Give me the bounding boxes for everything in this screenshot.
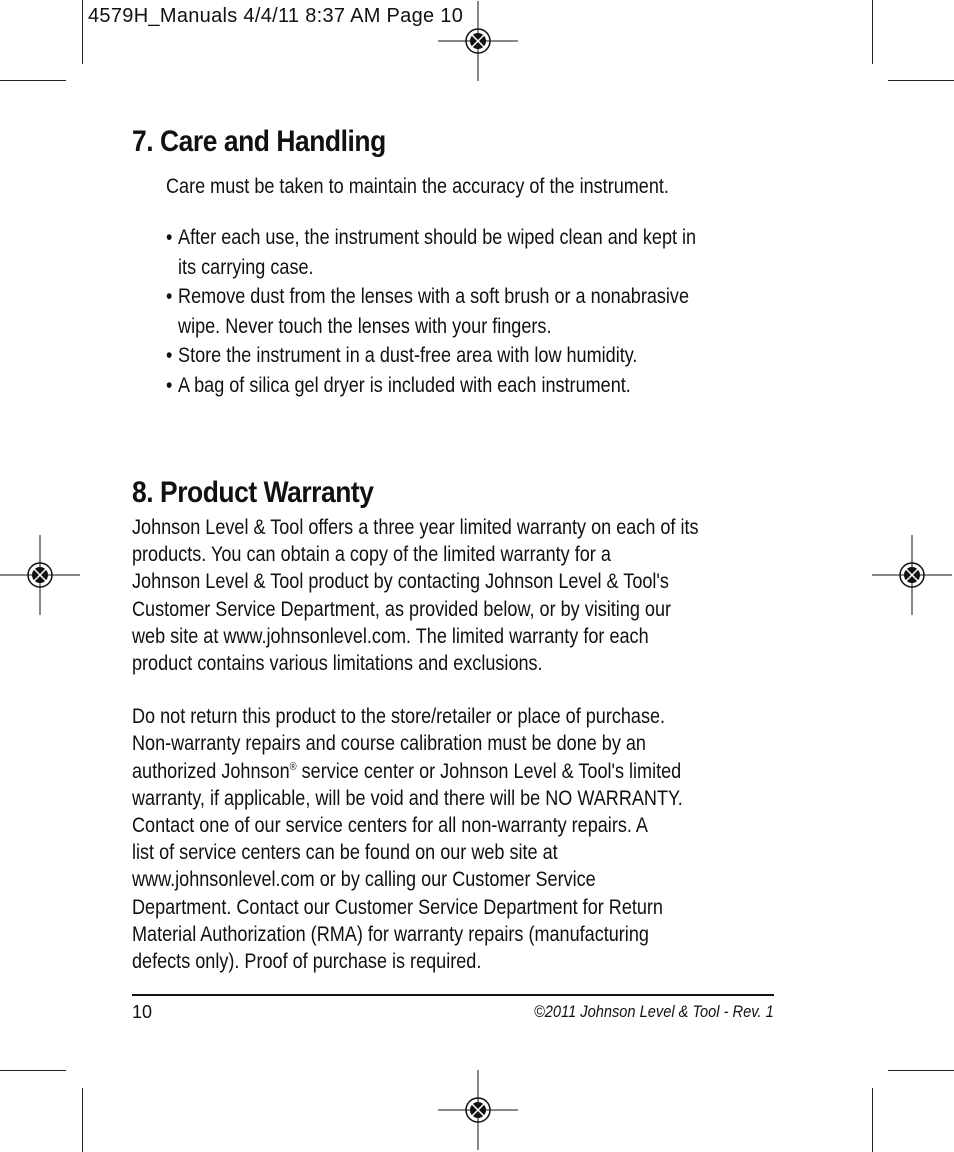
- paragraph-line: Do not return this product to the store/retailer or place of purchase.: [132, 705, 666, 729]
- crop-mark: [888, 1070, 954, 1071]
- list-item: [166, 223, 697, 282]
- paragraph-line: warranty, if applicable, will be void and there will be NO WARRANTY.: [132, 786, 683, 810]
- crop-mark: [82, 0, 83, 64]
- registration-mark-icon: [872, 535, 952, 615]
- crop-mark: [872, 1088, 873, 1152]
- list-item-text: Remove dust from the lenses with a soft brush or a nonabrasive: [178, 285, 690, 308]
- list-item: [166, 371, 691, 401]
- section-title-warranty: 8. Product Warranty: [132, 476, 374, 509]
- paragraph-line: Material Authorization (RMA) for warranty repairs (manufacturing: [132, 922, 649, 946]
- warranty-section: [132, 476, 777, 975]
- page-content: [132, 125, 777, 975]
- paragraph-line: Department. Contact our Customer Service Department for Return: [132, 895, 663, 919]
- paragraph-line: Customer Service Department, as provided below, or by visiting our: [132, 597, 672, 621]
- paragraph-line: defects only). Proof of purchase is required.: [132, 950, 482, 974]
- crop-mark: [82, 1088, 83, 1152]
- registered-mark: ®: [289, 760, 297, 773]
- footer-copyright: ©2011 Johnson Level & Tool - Rev. 1: [534, 1002, 774, 1021]
- list-item: [166, 341, 691, 371]
- section-title-care: 7. Care and Handling: [132, 125, 386, 158]
- bullet-icon: •: [166, 344, 173, 367]
- paragraph-line: web site at www.johnsonlevel.com. The limited warranty for each: [132, 624, 649, 648]
- warranty-paragraph-1: [132, 514, 699, 677]
- paragraph-line: list of service centers can be found on our web site at: [132, 841, 558, 865]
- registration-mark-icon: [438, 1, 518, 81]
- list-item-text: wipe. Never touch the lenses with your fingers.: [178, 314, 552, 338]
- bullet-icon: •: [166, 285, 173, 308]
- bullet-icon: •: [166, 373, 173, 397]
- list-item: [166, 282, 691, 341]
- paragraph-line: Non-warranty repairs and course calibration must be done by an: [132, 732, 646, 756]
- paragraph-line: Johnson Level & Tool product by contacting Johnson Level & Tool's: [132, 570, 669, 594]
- crop-mark: [888, 80, 954, 81]
- page-number: 10: [132, 1002, 153, 1022]
- paragraph-line: www.johnsonlevel.com or by calling our Customer Service: [132, 868, 596, 892]
- list-item-text: A bag of silica gel dryer is included with each instrument.: [178, 373, 631, 397]
- care-bullet-list: [166, 223, 697, 400]
- footer-divider: [132, 994, 774, 996]
- paragraph-line: product contains various limitations and exclusions.: [132, 652, 543, 676]
- paragraph-line: products. You can obtain a copy of the limited warranty for a: [132, 543, 611, 567]
- care-intro: Care must be taken to maintain the accuracy of the instrument.: [166, 175, 669, 198]
- paragraph-line: Johnson Level & Tool offers a three year limited warranty on each of its: [132, 516, 699, 539]
- registration-mark-icon: [0, 535, 80, 615]
- list-item-text: Store the instrument in a dust-free area with low humidity.: [178, 344, 638, 367]
- paragraph-text: authorized Johnson: [132, 759, 290, 783]
- crop-mark: [0, 1070, 66, 1071]
- paragraph-line: Contact one of our service centers for all non-warranty repairs. A: [132, 814, 648, 838]
- crop-mark: [0, 80, 66, 81]
- crop-mark: [872, 0, 873, 64]
- warranty-paragraph-2: [132, 703, 687, 975]
- list-item-text: After each use, the instrument should be wiped clean and kept in: [178, 226, 697, 249]
- registration-mark-icon: [438, 1070, 518, 1150]
- print-slug: 4579H_Manuals 4/4/11 8:37 AM Page 10: [88, 5, 464, 27]
- paragraph-text: service center or Johnson Level & Tool's limited: [296, 759, 682, 783]
- bullet-icon: •: [166, 226, 173, 249]
- paragraph-line: [132, 758, 687, 785]
- list-item-text: its carrying case.: [178, 255, 314, 279]
